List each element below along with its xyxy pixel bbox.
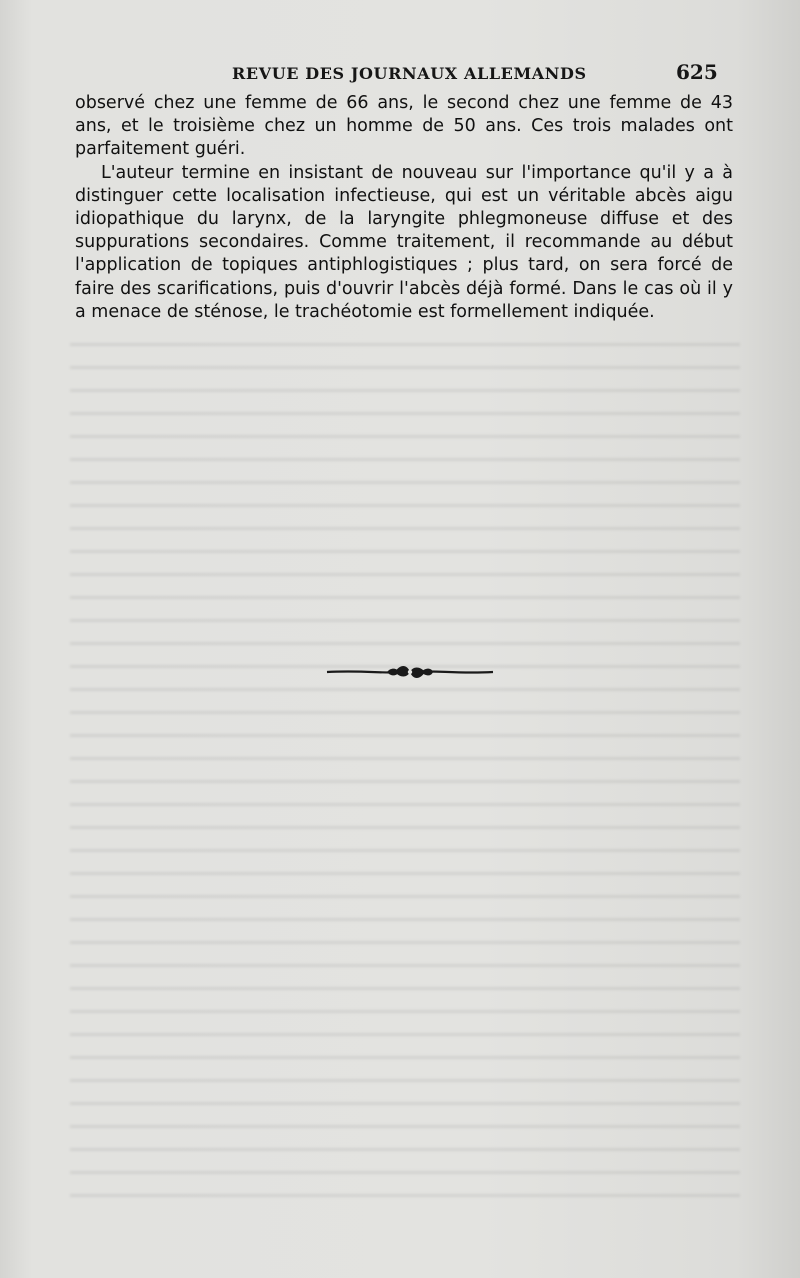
paragraph-2: L'auteur termine en insistant de nouveau sur l'importance qu'il y a à distinguer cette localisation infectieuse, qui est un véritable abcès aigu idiopathique du larynx, de la laryngite phlegmoneuse diffuse et des suppurations secondaires. Comme traitement, il recommande au début l'application de topiques antiphlogistiques ; plus tard, on sera forcé de faire des scarifications, puis d'ouvrir l'abcès déjà formé. Dans le cas où il y a menace de sténose, le trachéotomie est formellement indiquée.: [75, 162, 733, 322]
page-header: [0, 60, 800, 88]
bleed-through-texture: [70, 330, 740, 1200]
section-divider-ornament: [325, 660, 495, 684]
running-title: REVUE DES JOURNAUX ALLEMANDS: [232, 64, 587, 83]
paragraph-1: observé chez une femme de 66 ans, le second chez une femme de 43 ans, et le troisième chez un homme de 50 ans. Ces trois malades ont parfaitement guéri.: [75, 93, 733, 160]
page-number: 625: [676, 60, 718, 84]
article-body: [75, 92, 733, 324]
